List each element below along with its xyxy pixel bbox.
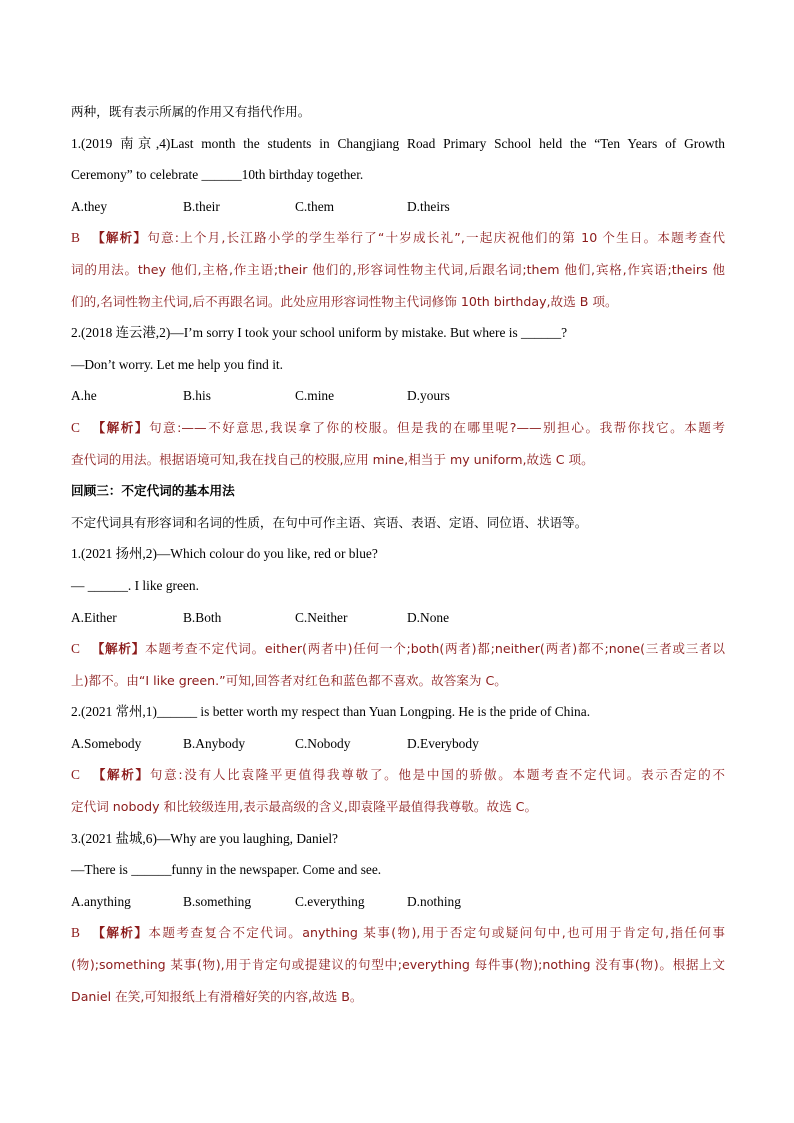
- explanation-tag: 【解析】: [92, 230, 148, 246]
- question-3-explanation-line-2: 上)都不。由“I like green.”可知,回答者对红色和蓝色都不喜欢。故答案为 C。: [71, 672, 507, 688]
- option-a: A.they: [71, 198, 108, 214]
- option-d: D.nothing: [407, 893, 461, 909]
- explanation-text: 本题考查不定代词。either(两者中)任何一个;both(两者)都;neither(两者)都不;none(三者或三者以: [145, 641, 725, 657]
- question-3-stem-line-1: 1.(2021 扬州,2)—Which colour do you like, red or blue?: [71, 546, 378, 562]
- question-5-stem-line-2: —There is ______funny in the newspaper. Come and see.: [71, 862, 382, 878]
- section-heading: 回顾三：不定代词的基本用法: [71, 483, 235, 499]
- option-d: D.Everybody: [407, 735, 479, 751]
- option-b: B.his: [183, 388, 211, 404]
- question-5-explanation-line-1: [71, 917, 725, 949]
- option-d: D.yours: [407, 388, 450, 404]
- explanation-tag: 【解析】: [91, 641, 146, 657]
- question-2-stem-line-2: —Don’t worry. Let me help you find it.: [71, 356, 283, 372]
- option-c: C.Nobody: [295, 735, 351, 751]
- question-5-explanation-line-2: (物);something 某事(物),用于肯定句或提建议的句型中;everything 每件事(物);nothing 没有事(物)。根据上文: [71, 957, 725, 973]
- question-4-explanation-line-1: [71, 759, 725, 791]
- option-a: A.he: [71, 388, 97, 404]
- option-c: C.mine: [295, 388, 335, 404]
- question-2-explanation-line-2: 查代词的用法。根据语境可知,我在找自己的校服,应用 mine,相当于 my uniform,故选 C 项。: [71, 451, 594, 467]
- answer-key: C: [71, 767, 80, 783]
- explanation-tag: 【解析】: [92, 419, 149, 435]
- answer-key: B: [71, 230, 80, 246]
- question-1-stem-line-2: Ceremony” to celebrate ______10th birthday together.: [71, 167, 364, 183]
- option-c: C.Neither: [295, 609, 348, 625]
- option-d: D.None: [407, 609, 450, 625]
- intro-text: 两种，既有表示所属的作用又有指代作用。: [71, 104, 311, 119]
- option-a: A.anything: [71, 893, 131, 909]
- question-5-options: [71, 886, 725, 918]
- question-1-options: [71, 191, 725, 223]
- option-a: A.Either: [71, 609, 117, 625]
- question-5-stem-line-1: 3.(2021 盐城,6)—Why are you laughing, Daniel?: [71, 830, 339, 846]
- answer-key: C: [71, 419, 80, 435]
- option-a: A.Somebody: [71, 735, 142, 751]
- explanation-text: 句意:上个月,长江路小学的学生举行了“十岁成长礼”,一起庆祝他们的第 10 个生日。本题考查代: [147, 230, 725, 246]
- option-b: B.Both: [183, 609, 222, 625]
- explanation-text: 句意:没有人比袁隆平更值得我尊敬了。他是中国的骄傲。本题考查不定代词。表示否定的不: [149, 767, 725, 783]
- option-d: D.theirs: [407, 198, 450, 214]
- question-2-options: [71, 380, 725, 412]
- question-3-options: [71, 602, 725, 634]
- question-2-explanation-line-1: [71, 412, 725, 444]
- explanation-text: 本题考查复合不定代词。anything 某事(物),用于否定句或疑问句中,也可用于肯定句,指任何事: [148, 925, 725, 941]
- question-4-options: [71, 728, 725, 760]
- question-1-stem-line-1: 1.(2019 南京,4)Last month the students in Changjiang Road Primary School held the “Ten Years of Growth: [71, 135, 725, 151]
- option-c: C.them: [295, 198, 335, 214]
- explanation-tag: 【解析】: [92, 767, 150, 783]
- option-c: C.everything: [295, 893, 365, 909]
- option-b: B.something: [183, 893, 252, 909]
- question-1-explanation-line-2: 词的用法。they 他们,主格,作主语;their 他们的,形容词性物主代词,后跟名词;them 他们,宾格,作宾语;theirs 他: [71, 261, 725, 277]
- option-b: B.Anybody: [183, 735, 246, 751]
- explanation-text: 句意:——不好意思,我误拿了你的校服。但是我的在哪里呢?——别担心。我帮你找它。本题考: [148, 419, 725, 435]
- question-4-explanation-line-2: 定代词 nobody 和比较级连用,表示最高级的含义,即袁隆平最值得我尊敬。故选 C。: [71, 799, 538, 815]
- answer-key: B: [71, 925, 80, 941]
- question-3-explanation-line-1: [71, 633, 725, 665]
- question-2-stem-line-1: 2.(2018 连云港,2)—I’m sorry I took your school uniform by mistake. But where is ______?: [71, 325, 568, 341]
- question-1-explanation-line-3: 们的,名词性物主代词,后不再跟名词。此处应用形容词性物主代词修饰 10th birthday,故选 B 项。: [71, 293, 618, 309]
- answer-key: C: [71, 641, 80, 657]
- option-b: B.their: [183, 198, 220, 214]
- question-5-explanation-line-3: Daniel 在笑,可知报纸上有滑稽好笑的内容,故选 B。: [71, 988, 363, 1004]
- question-4-stem-line-1: 2.(2021 常州,1)______ is better worth my respect than Yuan Longping. He is the pride of China.: [71, 704, 591, 720]
- document-page: [71, 96, 725, 1012]
- explanation-tag: 【解析】: [92, 925, 149, 941]
- question-1-explanation-line-1: [71, 222, 725, 254]
- question-3-stem-line-2: — ______. I like green.: [71, 577, 199, 593]
- section-description: 不定代词具有形容词和名词的性质，在句中可作主语、宾语、表语、定语、同位语、状语等。: [71, 514, 588, 530]
